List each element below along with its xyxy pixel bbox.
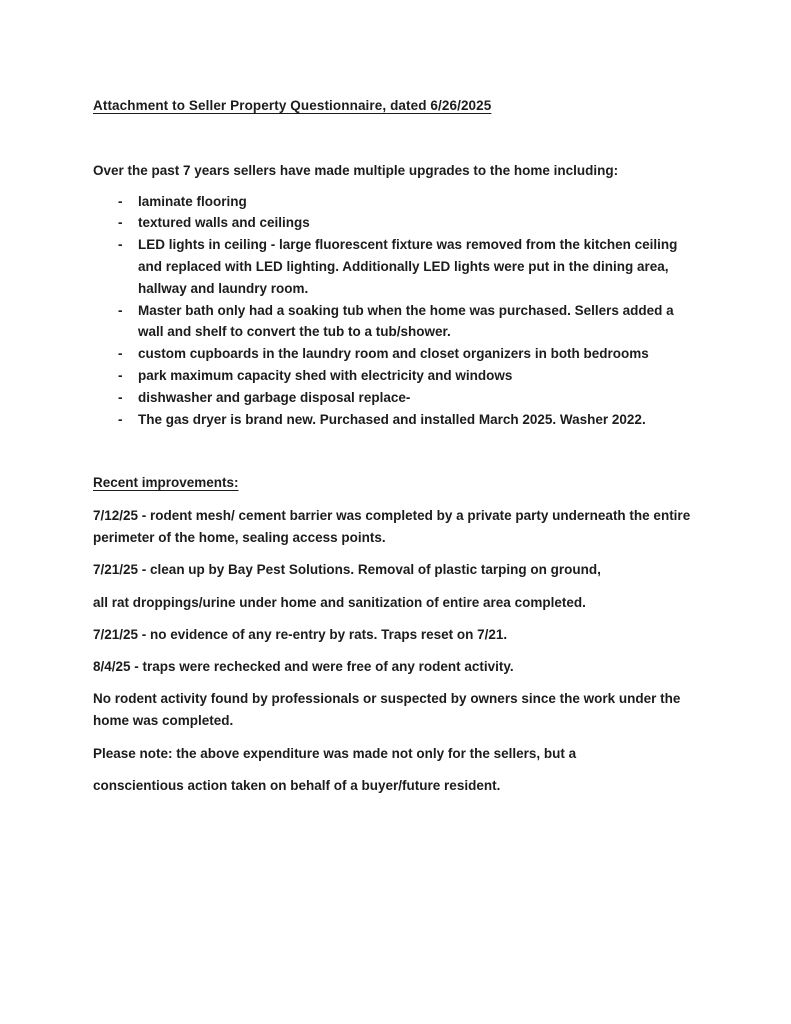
list-item <box>93 300 697 344</box>
bullet-dash: - <box>118 346 123 362</box>
list-item-text: dishwasher and garbage disposal replace- <box>138 389 411 405</box>
document-title: Attachment to Seller Property Questionnaire, dated 6/26/2025 <box>93 98 492 113</box>
list-item-text: The gas dryer is brand new. Purchased and installed March 2025. Washer 2022. <box>138 411 646 427</box>
upgrades-list <box>93 191 697 431</box>
list-item <box>93 343 697 365</box>
list-item-text: textured walls and ceilings <box>138 215 310 231</box>
improvement-paragraph: 8/4/25 - traps were rechecked and were free of any rodent activity. <box>93 659 514 675</box>
bullet-dash: - <box>118 411 123 427</box>
list-item <box>93 365 697 387</box>
bullet-dash: - <box>118 215 123 231</box>
list-item-text: laminate flooring <box>138 193 247 209</box>
list-item <box>93 212 697 234</box>
bullet-dash: - <box>118 237 123 253</box>
improvement-paragraph: 7/12/25 - rodent mesh/ cement barrier was completed by a private party underneath the entire perimeter of the home, sealing access points. <box>93 508 691 545</box>
list-item <box>93 387 697 409</box>
note-paragraph: Please note: the above expenditure was made not only for the sellers, but a <box>93 745 577 761</box>
bullet-dash: - <box>118 367 123 383</box>
intro-paragraph: Over the past 7 years sellers have made multiple upgrades to the home including: <box>93 162 619 178</box>
bullet-dash: - <box>118 193 123 209</box>
improvement-paragraph: No rodent activity found by professionals or suspected by owners since the work under the home was completed. <box>93 691 681 729</box>
list-item-text: LED lights in ceiling - large fluorescent fixture was removed from the kitchen ceiling and replaced with LED lighting. Additionally LED lights were put in the dining area, hallway and laundry room. <box>138 237 678 296</box>
improvement-paragraph: all rat droppings/urine under home and sanitization of entire area completed. <box>93 594 586 610</box>
improvement-paragraph: 7/21/25 - clean up by Bay Pest Solutions. Removal of plastic tarping on ground, <box>93 562 601 578</box>
bullet-dash: - <box>118 389 123 405</box>
list-item <box>93 234 697 299</box>
list-item <box>93 409 697 431</box>
note-paragraph: conscientious action taken on behalf of a buyer/future resident. <box>93 777 501 793</box>
list-item <box>93 191 697 213</box>
list-item-text: custom cupboards in the laundry room and closet organizers in both bedrooms <box>138 346 649 362</box>
recent-improvements-heading: Recent improvements: <box>93 475 239 491</box>
bullet-dash: - <box>118 302 123 318</box>
improvement-paragraph: 7/21/25 - no evidence of any re-entry by rats. Traps reset on 7/21. <box>93 626 508 642</box>
list-item-text: Master bath only had a soaking tub when the home was purchased. Sellers added a wall and shelf to convert the tub to a tub/shower. <box>138 302 674 340</box>
list-item-text: park maximum capacity shed with electricity and windows <box>138 367 513 383</box>
